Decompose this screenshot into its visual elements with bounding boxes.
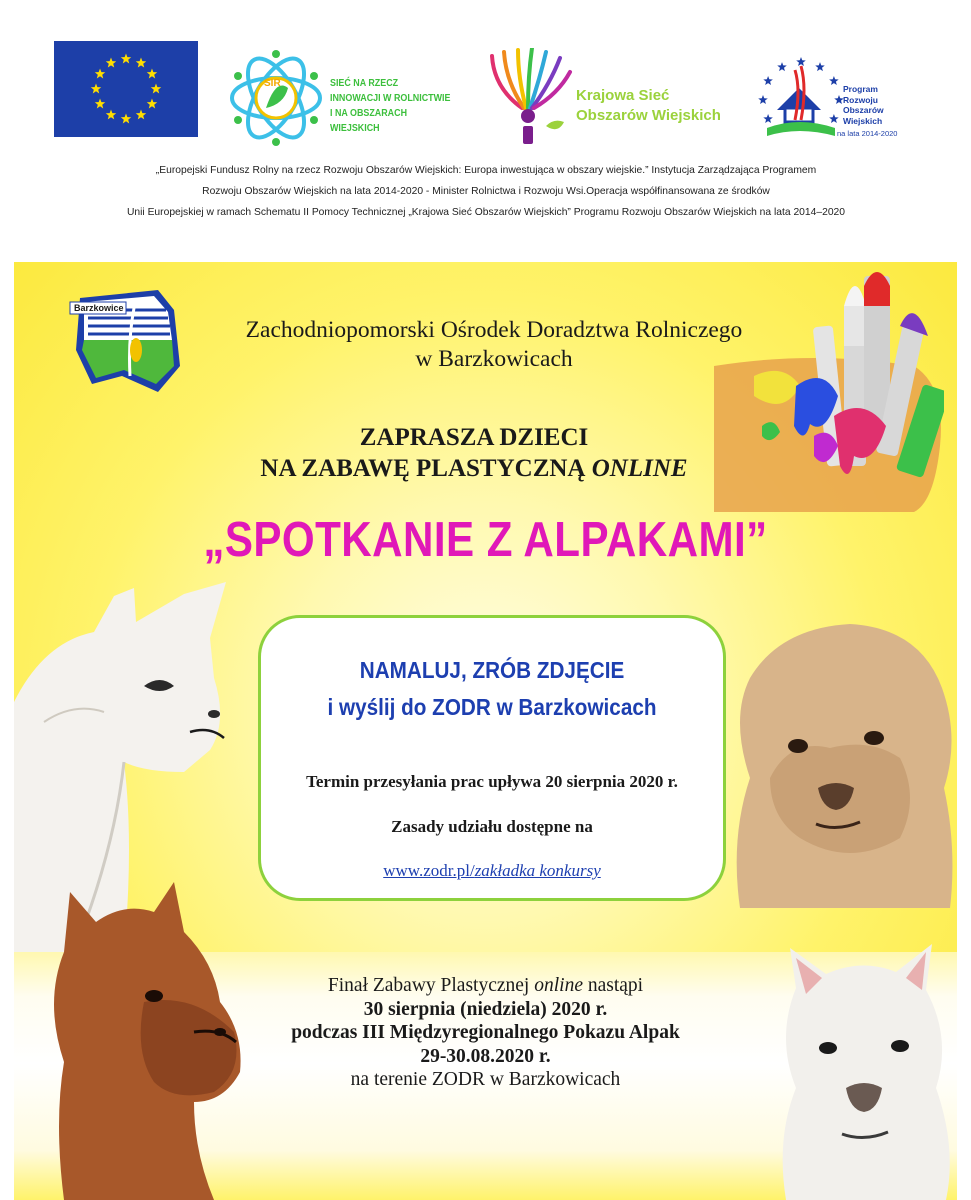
info-box-heading-line: NAMALUJ, ZRÓB ZDJĘCIE bbox=[359, 657, 625, 683]
funding-disclaimer bbox=[60, 160, 912, 223]
sir-text-line: I NA OBSZARACH WIEJSKICH bbox=[330, 107, 408, 134]
info-box-heading-line: i wyślij do ZODR w Barzkowicach bbox=[327, 694, 657, 720]
star-icon bbox=[763, 114, 773, 123]
final-show-name: podczas III Międzyregionalnego Pokazu Alpak bbox=[291, 1022, 680, 1043]
star-icon bbox=[95, 69, 105, 79]
final-online: online bbox=[534, 975, 583, 996]
event-title: „SPOTKANIE Z ALPAKAMI” bbox=[203, 513, 768, 567]
zodr-logo-label: Barzkowice bbox=[74, 303, 124, 313]
sir-text-line: SIEĆ NA RZECZ bbox=[330, 77, 399, 89]
star-icon bbox=[136, 58, 146, 68]
star-icon bbox=[151, 84, 161, 94]
star-icon bbox=[136, 109, 146, 119]
star-icon bbox=[121, 54, 131, 64]
prow-text-line: Program bbox=[843, 84, 878, 94]
invitation-line-text: NA ZABAWĘ PLASTYCZNĄ bbox=[260, 455, 586, 482]
star-icon bbox=[91, 84, 101, 94]
prow-text-line: Obszarów bbox=[843, 105, 884, 115]
final-event-info bbox=[214, 974, 757, 1092]
prow-years: na lata 2014-2020 bbox=[837, 129, 898, 138]
organization-name-line: Zachodniopomorski Ośrodek Doradztwa Rolniczego bbox=[245, 317, 743, 343]
star-icon bbox=[777, 62, 787, 71]
final-line-text: nastąpi bbox=[587, 975, 644, 996]
invitation-heading bbox=[144, 422, 804, 484]
zodr-logo bbox=[62, 280, 192, 398]
star-icon bbox=[763, 76, 773, 85]
disclaimer-line: „Europejski Fundusz Rolny na rzecz Rozwoju Obszarów Wiejskich: Europa inwestująca w obszary wiejskie.” Instytucja Zarządzająca Programem bbox=[155, 165, 817, 176]
star-icon bbox=[758, 95, 768, 104]
sir-text-line: INNOWACJI W ROLNICTWIE bbox=[330, 92, 451, 104]
final-line bbox=[214, 974, 757, 998]
star-icon bbox=[147, 69, 157, 79]
final-date: 30 sierpnia (niedziela) 2020 r. bbox=[363, 998, 608, 1020]
star-icon bbox=[95, 99, 105, 109]
disclaimer-line: Unii Europejskiej w ramach Schematu II Pomocy Technicznej „Krajowa Sieć Obszarów Wiejskich” Programu Rozwoju Obszarów Wiejskich na lata 2014–2020 bbox=[126, 207, 846, 218]
submission-deadline: Termin przesyłania prac upływa 20 sierpnia 2020 r. bbox=[306, 772, 678, 791]
sir-logo bbox=[226, 48, 476, 148]
invitation-line bbox=[144, 453, 804, 484]
final-location: na terenie ZODR w Barzkowicach bbox=[350, 1069, 621, 1090]
poster bbox=[14, 262, 957, 1200]
star-icon bbox=[815, 62, 825, 71]
rules-link-tab[interactable]: zakładka konkursy bbox=[474, 861, 601, 880]
prow-text-line: Wiejskich bbox=[843, 115, 883, 126]
rules-info: Zasady udziału dostępne na bbox=[391, 817, 593, 836]
beige-alpaca-image bbox=[730, 618, 957, 908]
ksow-text-line: Obszarów Wiejskich bbox=[576, 107, 721, 124]
eu-flag-icon bbox=[54, 41, 198, 137]
invitation-online: ONLINE bbox=[591, 455, 688, 482]
rules-link-url[interactable]: www.zodr.pl/ bbox=[383, 861, 475, 880]
star-icon bbox=[121, 114, 131, 124]
prow-logo bbox=[755, 50, 915, 146]
star-icon bbox=[147, 99, 157, 109]
star-icon bbox=[106, 58, 116, 68]
rules-link[interactable] bbox=[261, 861, 723, 881]
star-icon bbox=[796, 57, 806, 66]
ksow-text-line: Krajowa Sieć bbox=[576, 87, 670, 104]
invitation-line: ZAPRASZA DZIECI bbox=[359, 424, 589, 451]
ksow-logo bbox=[484, 48, 749, 148]
sir-badge: SIR bbox=[264, 78, 281, 89]
prow-text-line: Rozwoju bbox=[843, 94, 878, 105]
info-box bbox=[258, 615, 726, 901]
final-line-text: Finał Zabawy Plastycznej bbox=[327, 975, 530, 996]
white-alpaca-image bbox=[766, 938, 957, 1200]
organization-name-line: w Barzkowicach bbox=[415, 346, 573, 372]
disclaimer-line: Rozwoju Obszarów Wiejskich na lata 2014-2020 - Minister Rolnictwa i Rozwoju Wsi.Operacja współfinansowana ze środków bbox=[202, 186, 770, 197]
info-box-heading bbox=[284, 652, 700, 726]
star-icon bbox=[106, 109, 116, 119]
final-show-dates: 29-30.08.2020 r. bbox=[420, 1045, 551, 1067]
organization-name bbox=[194, 316, 794, 374]
star-icon bbox=[829, 114, 839, 123]
star-icon bbox=[829, 76, 839, 85]
